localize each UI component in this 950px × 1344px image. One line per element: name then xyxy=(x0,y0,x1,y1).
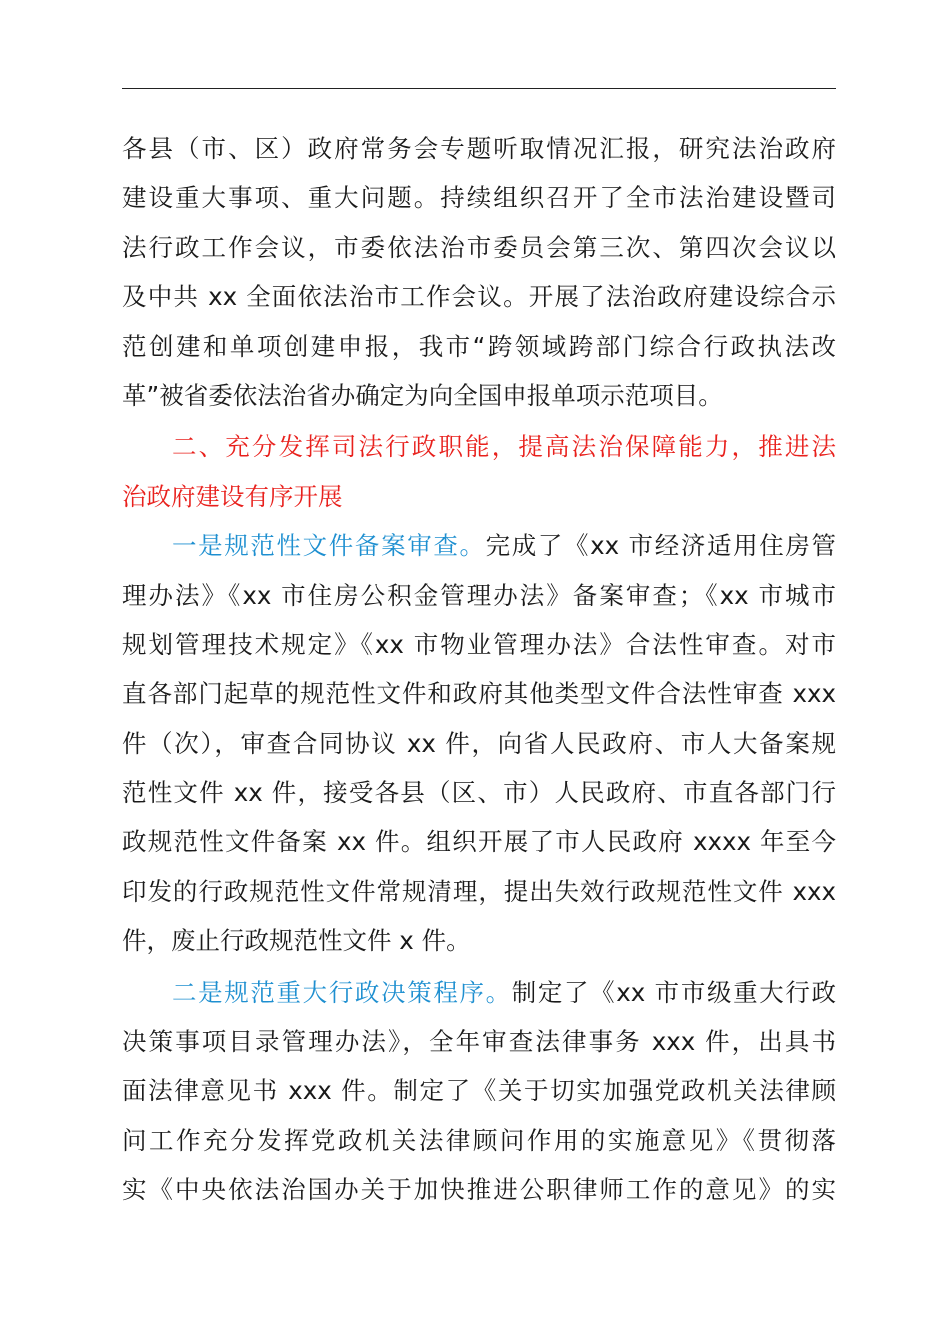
text-line: 法行政工作会议，市委依法治市委员会第三次、第四次会议以 xyxy=(122,232,836,262)
text-line: 建设重大事项、重大问题。持续组织召开了全市法治建设暨司 xyxy=(122,183,836,213)
text-line: 理办法》《xx 市住房公积金管理办法》备案审查；《xx 市城市 xyxy=(122,580,836,610)
text-line: 范创建和单项创建申报，我市“跨领域跨部门综合行政执法改 xyxy=(122,331,836,361)
text-line: 各县（市、区）政府常务会专题听取情况汇报，研究法治政府 xyxy=(122,134,836,163)
text-line xyxy=(122,521,836,570)
text-span: 制定了《xx 市市级重大行政 xyxy=(511,977,836,1007)
text-span: 完成了《xx 市经济适用住房管 xyxy=(485,531,836,561)
text-line: 直各部门起草的规范性文件和政府其他类型文件合法性审查 xxx xyxy=(122,679,836,709)
text-line: 及中共 xx 全面依法治市工作会议。开展了法治政府建设综合示 xyxy=(122,282,836,312)
subheading-filing-review: 一是规范性文件备案审查。 xyxy=(172,531,486,561)
text-line: 决策事项目录管理办法》，全年审查法律事务 xxx 件，出具书 xyxy=(122,1027,836,1057)
paragraph-filing-review xyxy=(122,521,836,966)
text-line: 件，废止行政规范性文件 x 件。 xyxy=(122,926,471,956)
text-line: 问工作充分发挥党政机关法律顾问作用的实施意见》《贯彻落 xyxy=(122,1125,836,1155)
text-line: 面法律意见书 xxx 件。制定了《关于切实加强党政机关法律顾 xyxy=(122,1076,836,1106)
paragraph-decision-procedure xyxy=(122,968,836,1215)
document-body xyxy=(122,124,836,1215)
header-rule xyxy=(122,88,836,89)
section-heading xyxy=(122,422,836,521)
text-line: 范性文件 xx 件，接受各县（区、市）人民政府、市直各部门行 xyxy=(122,778,836,808)
text-line: 实《中央依法治国办关于加快推进公职律师工作的意见》的实 xyxy=(122,1175,836,1205)
text-line: 政规范性文件备案 xx 件。组织开展了市人民政府 xxxx 年至今 xyxy=(122,827,836,857)
paragraph-continuation xyxy=(122,124,836,420)
heading-line: 治政府建设有序开展 xyxy=(122,481,343,511)
text-line: 规划管理技术规定》《xx 市物业管理办法》合法性审查。对市 xyxy=(122,629,836,659)
text-line: 印发的行政规范性文件常规清理，提出失效行政规范性文件 xxx xyxy=(122,876,836,906)
text-line xyxy=(122,968,836,1017)
text-line: 件（次），审查合同协议 xx 件，向省人民政府、市人大备案规 xyxy=(122,728,836,758)
subheading-decision-procedure: 二是规范重大行政决策程序。 xyxy=(172,977,512,1007)
text-line: 革”被省委依法治省办确定为向全国申报单项示范项目。 xyxy=(122,380,723,410)
heading-line: 二、充分发挥司法行政职能，提高法治保障能力，推进法 xyxy=(172,432,836,462)
